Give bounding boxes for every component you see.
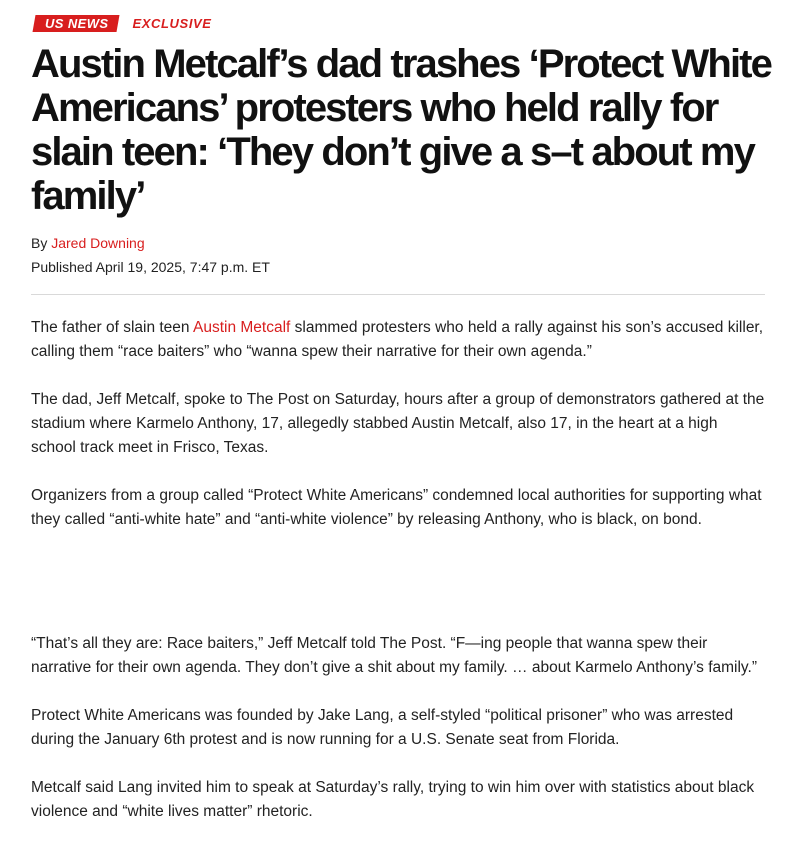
paragraph-1-start: The father of slain teen (31, 319, 193, 336)
paragraph-2: The dad, Jeff Metcalf, spoke to The Post on Saturday, hours after a group of demonstrators gathered at the stadium where Karmelo Anthony, 17, allegedly stabbed Austin Metcalf, also 17, in the heart at a high school track meet in Frisco, Texas. (31, 391, 765, 456)
paragraph-3: Organizers from a group called “Protect White Americans” condemned local authorities for supporting what they called “anti-white hate” and “anti-white violence” by releasing Anthony, who is black, on bond. (31, 487, 762, 528)
exclusive-tag: EXCLUSIVE (132, 16, 212, 31)
austin-metcalf-link[interactable]: Austin Metcalf (193, 319, 291, 336)
byline-prefix: By (31, 235, 52, 251)
paragraph-1-end: slammed protesters who held a rally against his son’s accused killer, calling them “race baiters” who “wanna spew their narrative for their own agenda.” (31, 319, 764, 360)
divider (31, 294, 765, 295)
section-label: US NEWS (45, 16, 109, 31)
author-link[interactable]: Jared Downing (51, 235, 145, 251)
section-link-us-news[interactable] (33, 15, 120, 32)
paragraph-4: “That’s all they are: Race baiters,” Jeff Metcalf told The Post. “F—ing people that wanna spew their narrative for their own agenda. They don’t give a shit about my family. … about Karmelo Anthony’s family.” (31, 635, 757, 676)
headline: Austin Metcalf’s dad trashes ‘Protect White Americans’ protesters who held rally for slain teen: ‘They don’t give a s–t about my family’ (31, 42, 771, 218)
kicker (31, 15, 212, 32)
paragraph-6: Metcalf said Lang invited him to speak at Saturday’s rally, trying to win him over with statistics about black violence and “white lives matter” rhetoric. (31, 779, 755, 820)
byline (31, 235, 145, 251)
published-date: Published April 19, 2025, 7:47 p.m. ET (31, 259, 270, 275)
paragraph-1 (31, 316, 765, 364)
paragraph-5: Protect White Americans was founded by Jake Lang, a self-styled “political prisoner” who was arrested during the January 6th protest and is now running for a U.S. Senate seat from Florida. (31, 707, 734, 748)
